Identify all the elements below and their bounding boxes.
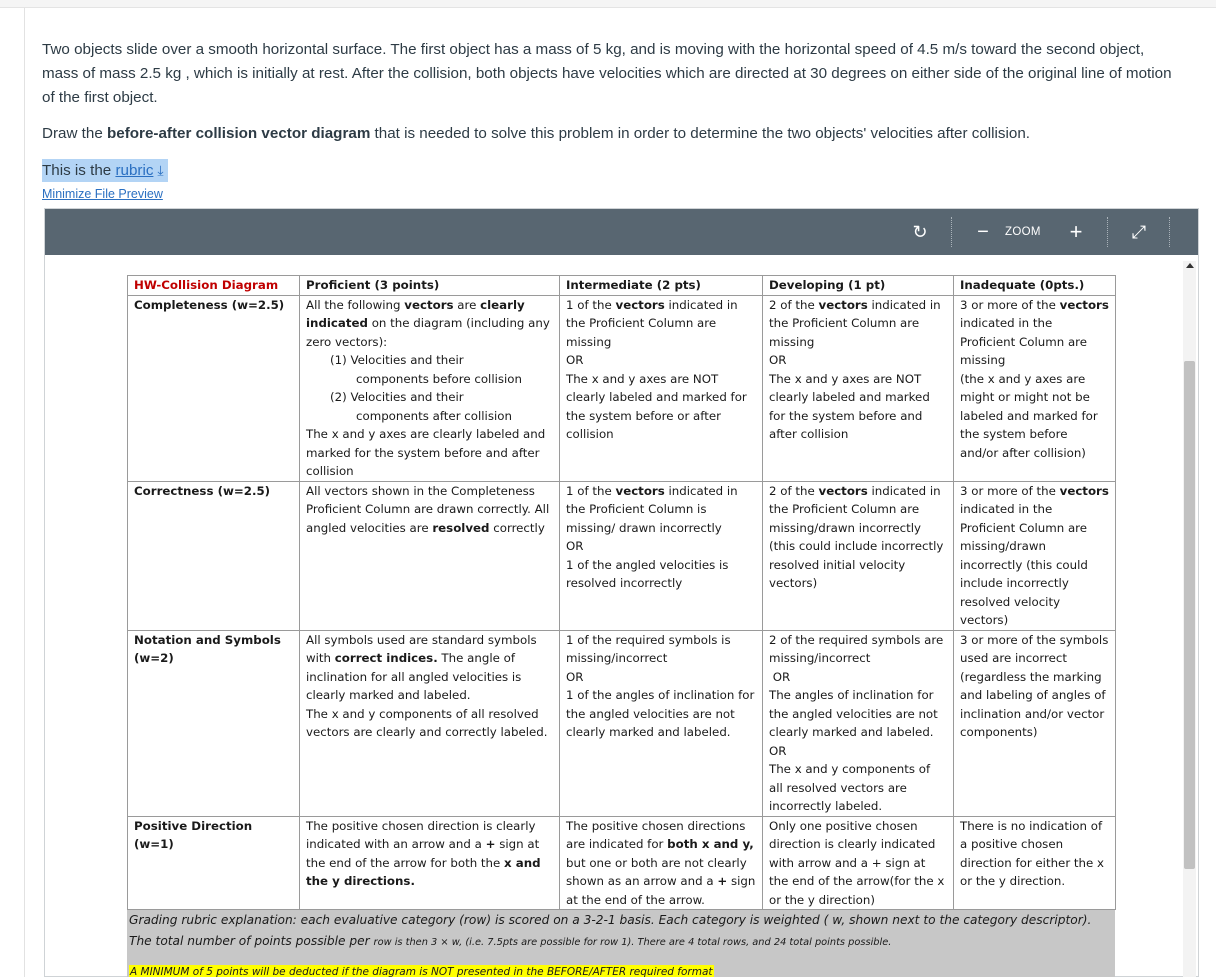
instruction-post: that is needed to solve this problem in order to determine the two objects' velocities after collision. bbox=[370, 125, 1031, 142]
table-cell: All vectors shown in the Completeness Proficient Column are drawn correctly. All angled velocities are resolved correctly bbox=[300, 481, 560, 630]
table-cell: 1 of the vectors indicated in the Proficient Column are missing OR The x and y axes are NOT clearly labeled and marked for the system before or after collision bbox=[560, 295, 763, 481]
scrollbar-thumb[interactable] bbox=[1184, 361, 1195, 869]
instruction-bold: before-after collision vector diagram bbox=[107, 125, 371, 142]
instruction-pre: Draw the bbox=[42, 125, 107, 142]
criterion-cell: Positive Direction (w=1) bbox=[128, 816, 300, 910]
table-cell: 2 of the vectors indicated in the Proficient Column are missing OR The x and y axes are NOT clearly labeled and marked for the system before and after collision bbox=[763, 295, 954, 481]
table-cell: 2 of the vectors indicated in the Proficient Column are missing/drawn incorrectly (this could include incorrectly resolved initial velocity vectors) bbox=[763, 481, 954, 630]
scrollbar[interactable] bbox=[1183, 261, 1196, 977]
header-cell: HW-Collision Diagram bbox=[128, 276, 300, 296]
header-cell: Proficient (3 points) bbox=[300, 276, 560, 296]
rubric-line bbox=[42, 159, 168, 182]
table-cell: There is no indication of a positive chosen direction for either the x or the y direction. bbox=[954, 816, 1116, 910]
toolbar-separator bbox=[1107, 217, 1108, 247]
fullscreen-icon[interactable]: ⤢ bbox=[1131, 222, 1147, 242]
table-cell: All the following vectors are clearly indicated on the diagram (including any zero vectors): (1) Velocities and their components before collision (2) Velocities and their components after collision The x and y axes are clearly labeled and marked for the system before and after collision bbox=[300, 295, 560, 481]
zoom-label: ZOOM bbox=[1005, 226, 1041, 238]
table-cell: The positive chosen directions are indicated for both x and y, but one or both are not clearly shown as an arrow and a + sign at the end of the arrow. bbox=[560, 816, 763, 910]
header-cell: Inadequate (0pts.) bbox=[954, 276, 1116, 296]
table-row bbox=[128, 630, 1116, 816]
toolbar-separator bbox=[951, 217, 952, 247]
instruction-text bbox=[42, 122, 1182, 146]
toolbar-separator bbox=[1169, 217, 1170, 247]
criterion-cell: Notation and Symbols (w=2) bbox=[128, 630, 300, 816]
table-row bbox=[128, 295, 1116, 481]
table-row bbox=[128, 276, 1116, 296]
table-cell: 3 or more of the symbols used are incorrect (regardless the marking and labeling of angles of inclination and/or vector components) bbox=[954, 630, 1116, 816]
table-cell: 3 or more of the vectors indicated in the Proficient Column are missing/drawn incorrectly (this could include incorrectly resolved velocity vectors) bbox=[954, 481, 1116, 630]
zoom-in-button[interactable]: + bbox=[1069, 219, 1083, 244]
file-preview-viewer bbox=[44, 208, 1199, 977]
table-row bbox=[128, 816, 1116, 910]
rubric-table bbox=[127, 275, 1116, 910]
criterion-cell: Completeness (w=2.5) bbox=[128, 295, 300, 481]
table-cell: 3 or more of the vectors indicated in the Proficient Column are missing (the x and y axes are might or might not be labeled and marked for the system before and/or after collision) bbox=[954, 295, 1116, 481]
minimize-file-preview-link[interactable]: Minimize File Preview bbox=[42, 187, 163, 201]
scroll-up-icon[interactable] bbox=[1186, 263, 1194, 268]
rubric-document bbox=[127, 275, 1115, 977]
explanation-main: Grading rubric explanation: each evaluative category (row) is scored on a 3-2-1 basis. Each category is weighted ( w, shown next to the category descriptor). The total number of points possible per bbox=[129, 913, 1092, 948]
content-area bbox=[24, 8, 1216, 977]
rubric-pre: This is the bbox=[42, 162, 116, 179]
top-strip bbox=[0, 0, 1216, 8]
header-cell: Intermediate (2 pts) bbox=[560, 276, 763, 296]
zoom-out-button[interactable]: − bbox=[977, 221, 989, 243]
table-cell: Only one positive chosen direction is clearly indicated with arrow and a + sign at the end of the arrow(for the x or the y direction) bbox=[763, 816, 954, 910]
table-cell: All symbols used are standard symbols with correct indices. The angle of inclination for all angled velocities is clearly marked and labeled. The x and y components of all resolved vectors are clearly and correctly labeled. bbox=[300, 630, 560, 816]
table-cell: 2 of the required symbols are missing/incorrect OR The angles of inclination for the angled velocities are not clearly marked and labeled. OR The x and y components of all resolved vectors are incorrectly labeled. bbox=[763, 630, 954, 816]
criterion-cell: Correctness (w=2.5) bbox=[128, 481, 300, 630]
download-icon[interactable]: ⤓ bbox=[157, 162, 164, 178]
table-cell: 1 of the required symbols is missing/incorrect OR 1 of the angles of inclination for the angled velocities are not clearly marked and labeled. bbox=[560, 630, 763, 816]
problem-text: Two objects slide over a smooth horizontal surface. The first object has a mass of 5 kg, and is moving with the horizontal speed of 4.5 m/s toward the second object, mass of mass 2.5 kg , which is initially at rest. After the collision, both objects have velocities which are directed at 30 degrees on either side of the original line of motion of the first object. bbox=[42, 41, 1172, 106]
rubric-link[interactable]: rubric bbox=[115, 162, 154, 179]
table-row bbox=[128, 481, 1116, 630]
rotate-icon[interactable]: ↻ bbox=[912, 222, 928, 242]
explanation-small: row is then 3 × w, (i.e. 7.5pts are possible for row 1). There are 4 total rows, and 24 total points possible. bbox=[373, 937, 892, 948]
header-cell: Developing (1 pt) bbox=[763, 276, 954, 296]
table-cell: 1 of the vectors indicated in the Proficient Column is missing/ drawn incorrectly OR 1 of the angled velocities is resolved incorrectly bbox=[560, 481, 763, 630]
grading-explanation bbox=[127, 910, 1115, 977]
preview-toolbar bbox=[45, 209, 1198, 255]
minimum-deduction-note: A MINIMUM of 5 points will be deducted if the diagram is NOT presented in the BEFORE/AFTER required format bbox=[130, 966, 713, 977]
table-cell: The positive chosen direction is clearly indicated with an arrow and a + sign at the end of the arrow for both the x and the y directions. bbox=[300, 816, 560, 910]
